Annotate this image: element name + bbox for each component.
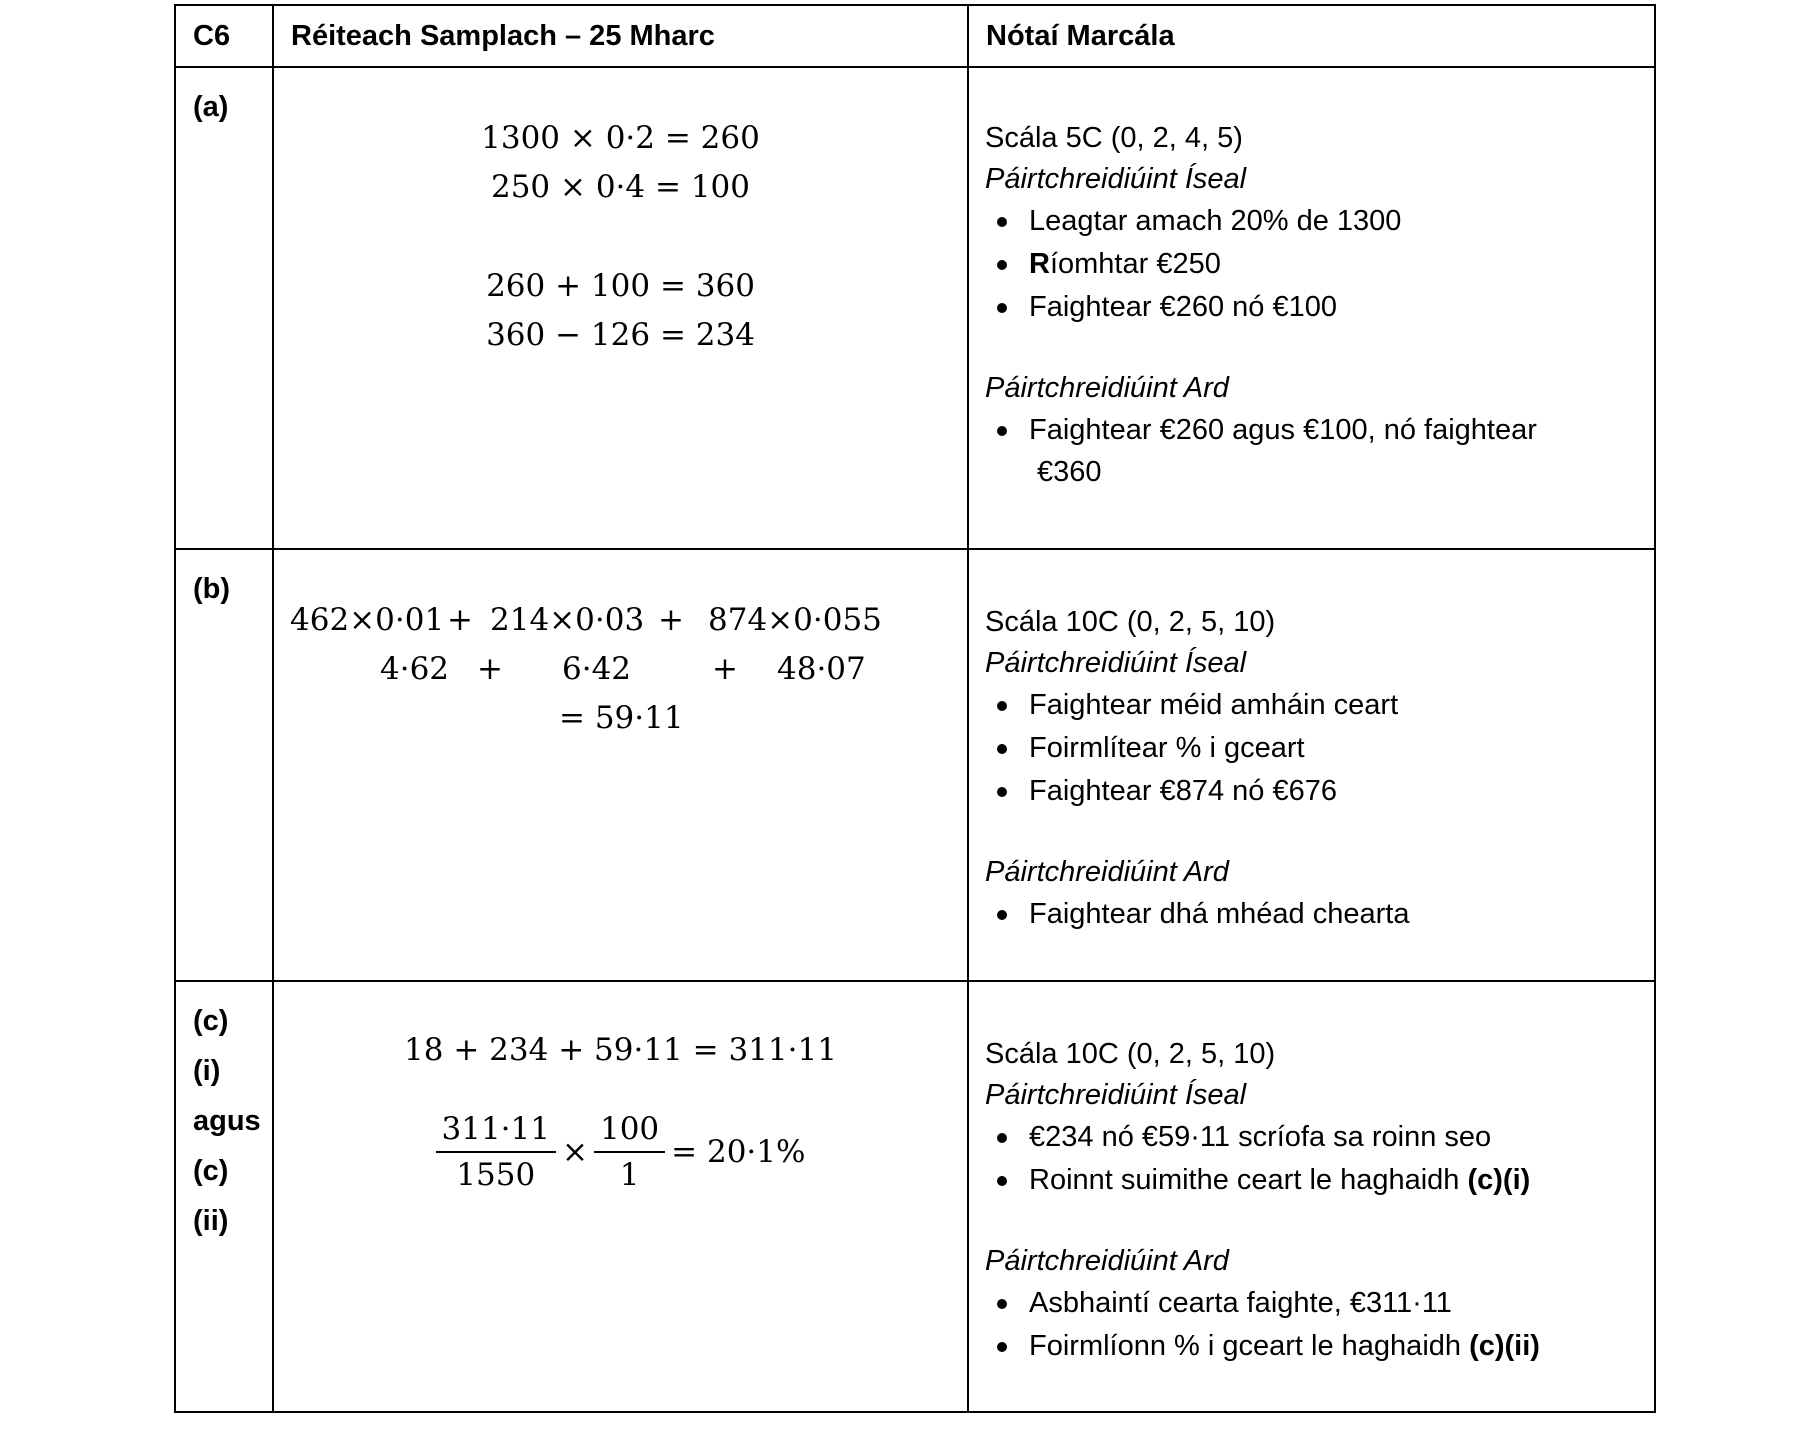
bullet-icon <box>997 1176 1007 1186</box>
list-item: €234 nó €59·11 scríofa sa roinn seo <box>985 1116 1654 1159</box>
bullet-icon <box>997 217 1007 227</box>
bullet-icon <box>997 1133 1007 1143</box>
sample-solution-header: Réiteach Samplach – 25 Mharc <box>273 5 968 67</box>
math-operator: × <box>562 1134 588 1170</box>
bullet-icon <box>997 701 1007 711</box>
list-item: Roinnt suimithe ceart le haghaidh (c)(i) <box>985 1159 1654 1202</box>
part-b-math <box>274 592 967 752</box>
part-b-scale: Scála 10C (0, 2, 5, 10) <box>985 606 1276 638</box>
list-item: Asbhaintí cearta faighte, €311·11 <box>985 1282 1654 1325</box>
list-item: Foirmlítear % i gceart <box>985 727 1654 770</box>
part-a-notes-cell <box>968 67 1655 549</box>
math-term: 48·07 <box>777 651 866 687</box>
bullet-icon <box>997 1342 1007 1352</box>
part-c-fraction-expression <box>274 1107 967 1197</box>
part-c-scale: Scála 10C (0, 2, 5, 10) <box>985 1038 1276 1070</box>
bullet-icon <box>997 787 1007 797</box>
part-a-high-credit-heading: Páirtchreidiúint Ard <box>985 372 1229 404</box>
fraction-numerator: 311·11 <box>436 1107 556 1153</box>
list-item: Ríomhtar €250 <box>985 243 1654 286</box>
part-c-label: (c) <box>193 1155 229 1187</box>
part-a-math-line: 360 − 126 = 234 <box>486 317 755 353</box>
math-term: 4·62 <box>380 651 450 687</box>
part-b-label: (b) <box>193 573 231 605</box>
part-b-notes-cell <box>968 549 1655 981</box>
part-a-math-line: 1300 × 0·2 = 260 <box>481 120 760 156</box>
fraction <box>594 1107 665 1197</box>
bullet-icon <box>997 426 1007 436</box>
math-operator: + <box>658 602 684 638</box>
fraction-denominator: 1 <box>619 1157 640 1193</box>
fraction <box>436 1107 556 1197</box>
math-operator: + <box>447 602 473 638</box>
fraction-denominator: 1550 <box>456 1157 536 1193</box>
part-c-high-credit-heading: Páirtchreidiúint Ard <box>985 1245 1229 1277</box>
part-c-label: agus <box>193 1105 261 1137</box>
part-b-row <box>175 549 1655 981</box>
math-operator: + <box>477 651 503 687</box>
marking-scheme-table <box>174 4 1656 1413</box>
part-c-low-credit-heading: Páirtchreidiúint Íseal <box>985 1079 1247 1111</box>
list-item: Foirmlíonn % i gceart le haghaidh (c)(ii) <box>985 1325 1654 1368</box>
part-c-label-cell <box>175 981 273 1412</box>
part-a-row <box>175 67 1655 549</box>
part-c-label: (c) <box>193 1005 229 1037</box>
bullet-icon <box>997 1299 1007 1309</box>
part-c-math-line: 18 + 234 + 59·11 = 311·11 <box>404 1032 837 1068</box>
bullet-icon <box>997 744 1007 754</box>
fraction-numerator: 100 <box>594 1107 665 1153</box>
part-a-solution-cell <box>273 67 968 549</box>
list-item: Faightear méid amháin ceart <box>985 684 1654 727</box>
part-a-label-cell <box>175 67 273 549</box>
part-c-label: (i) <box>193 1055 221 1087</box>
list-item: Faightear €260 agus €100, nó faightear <box>985 409 1654 452</box>
part-a-math-line: 250 × 0·4 = 100 <box>490 169 750 205</box>
marking-notes-header: Nótaí Marcála <box>968 5 1655 67</box>
part-a-scale: Scála 5C (0, 2, 4, 5) <box>985 122 1243 154</box>
bullet-icon <box>997 260 1007 270</box>
math-term: 462×0·01 <box>290 602 445 638</box>
math-result: = 59·11 <box>559 700 684 736</box>
part-b-low-credit-heading: Páirtchreidiúint Íseal <box>985 647 1247 679</box>
part-b-solution-cell <box>273 549 968 981</box>
math-term: 874×0·055 <box>708 602 882 638</box>
part-c-label: (ii) <box>193 1205 229 1237</box>
bullet-icon <box>997 910 1007 920</box>
math-operator: + <box>712 651 738 687</box>
list-item: Faightear €260 nó €100 <box>985 286 1654 329</box>
part-a-low-credit-heading: Páirtchreidiúint Íseal <box>985 163 1247 195</box>
list-item: Faightear €874 nó €676 <box>985 770 1654 813</box>
list-item: Leagtar amach 20% de 1300 <box>985 200 1654 243</box>
part-a-math-line: 260 + 100 = 360 <box>486 268 755 304</box>
math-term: 6·42 <box>562 651 632 687</box>
list-item-continuation: €360 <box>1037 456 1102 488</box>
math-result: = 20·1% <box>671 1134 806 1170</box>
list-item: Faightear dhá mhéad chearta <box>985 893 1654 936</box>
bullet-icon <box>997 303 1007 313</box>
part-c-notes-cell <box>968 981 1655 1412</box>
part-a-label: (a) <box>193 91 229 123</box>
question-number-header: C6 <box>175 5 273 67</box>
part-b-high-credit-heading: Páirtchreidiúint Ard <box>985 856 1229 888</box>
math-term: 214×0·03 <box>490 602 645 638</box>
part-c-solution-cell <box>273 981 968 1412</box>
part-c-row <box>175 981 1655 1412</box>
header-row <box>175 5 1655 67</box>
part-b-label-cell <box>175 549 273 981</box>
